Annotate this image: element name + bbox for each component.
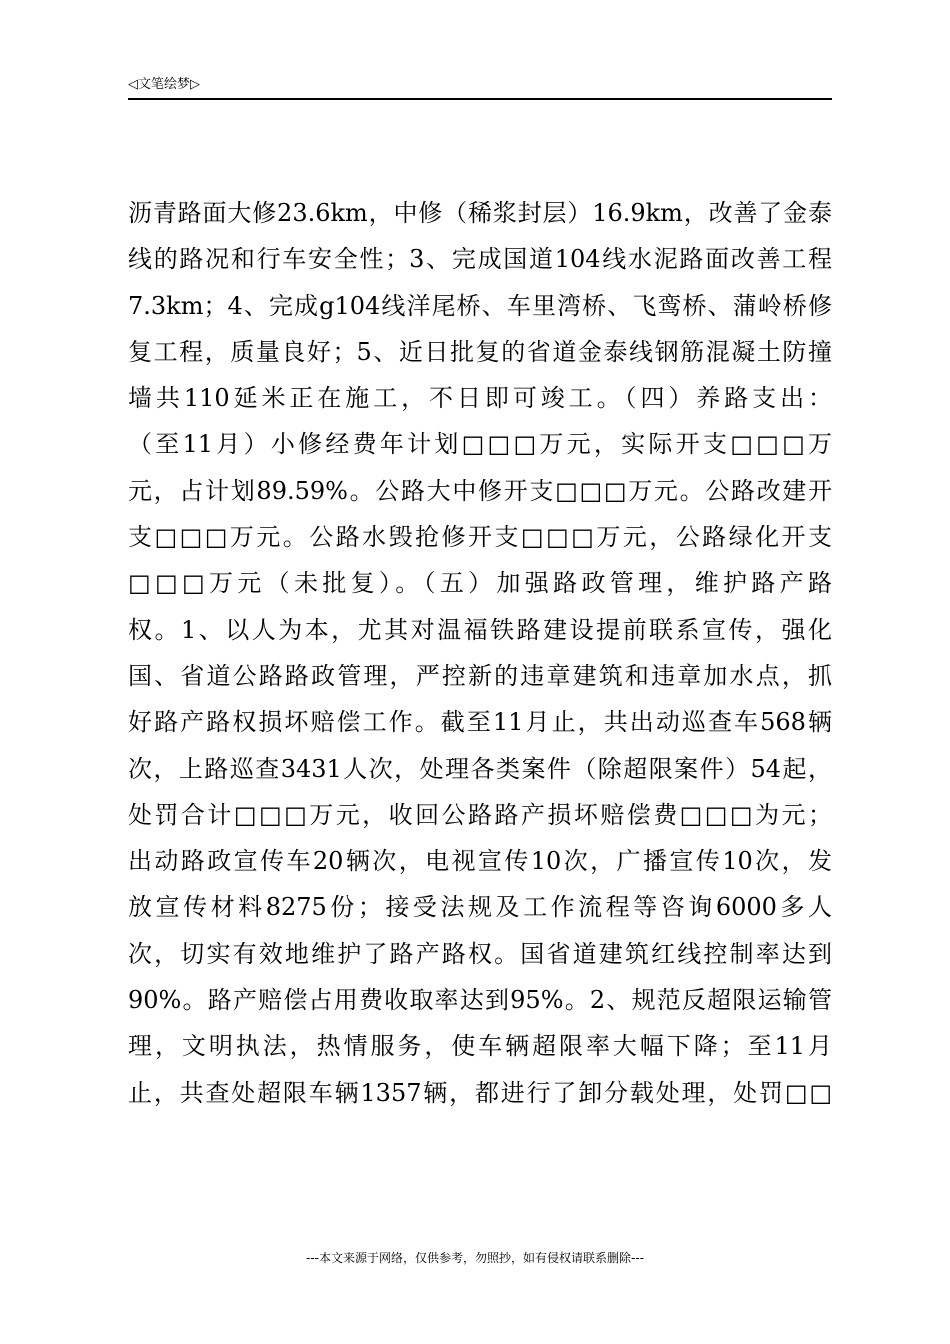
page-header [128,74,832,100]
header-brand: ◁文笔绘梦▷ [128,77,200,92]
text-line: 沥青路面大修23.6km，中修（稀浆封层）16.9km，改善了金泰 [128,199,832,227]
text-line: 复工程，质量良好；5、近日批复的省道金泰线钢筋混凝土防撞 [128,337,832,366]
text-line: 线的路况和行车安全性；3、完成国道104线水泥路面改善工程 [128,245,832,274]
document-body [128,190,832,1116]
text-line: 出动路政宣传车20辆次，电视宣传10次，广播宣传10次，发 [128,847,832,876]
text-line: 理，文明执法，热情服务，使车辆超限率大幅下降；至11月 [128,1032,832,1061]
text-line: 国、省道公路路政管理，严控新的违章建筑和违章加水点，抓 [128,661,832,690]
text-line: （至11月）小修经费年计划□□□万元，实际开支□□□万 [128,430,832,459]
text-line: 墙共110延米正在施工，不日即可竣工。（四）养路支出： [128,384,832,413]
text-line: 权。1、以人为本，尤其对温福铁路建设提前联系宣传，强化 [128,615,832,644]
text-line: 止，共查处超限车辆1357辆，都进行了卸分载处理，处罚□□ [128,1078,832,1107]
text-line: 好路产路权损坏赔偿工作。截至11月止，共出动巡查车568辆 [128,708,832,737]
text-line: 处罚合计□□□万元，收回公路路产损坏赔偿费□□□为元； [128,800,832,829]
text-line: 放宣传材料8275份；接受法规及工作流程等咨询6000多人 [128,893,832,922]
text-line: 支□□□万元。公路水毁抢修开支□□□万元，公路绿化开支 [128,523,832,552]
text-line: 90%。路产赔偿占用费收取率达到95%。2、规范反超限运输管 [128,986,832,1015]
text-line: 7.3km；4、完成g104线洋尾桥、车里湾桥、飞鸾桥、蒲岭桥修 [128,291,832,320]
text-line: 次，上路巡查3431人次，处理各类案件（除超限案件）54起， [128,754,832,783]
text-line: □□□万元（未批复）。（五）加强路政管理，维护路产路 [128,569,832,598]
page-footer: ---本文来源于网络，仅供参考，勿照抄，如有侵权请联系删除--- [306,1251,644,1265]
text-line: 元，占计划89.59%。公路大中修开支□□□万元。公路改建开 [128,476,832,505]
text-line: 次，切实有效地维护了路产路权。国省道建筑红线控制率达到 [128,939,832,968]
